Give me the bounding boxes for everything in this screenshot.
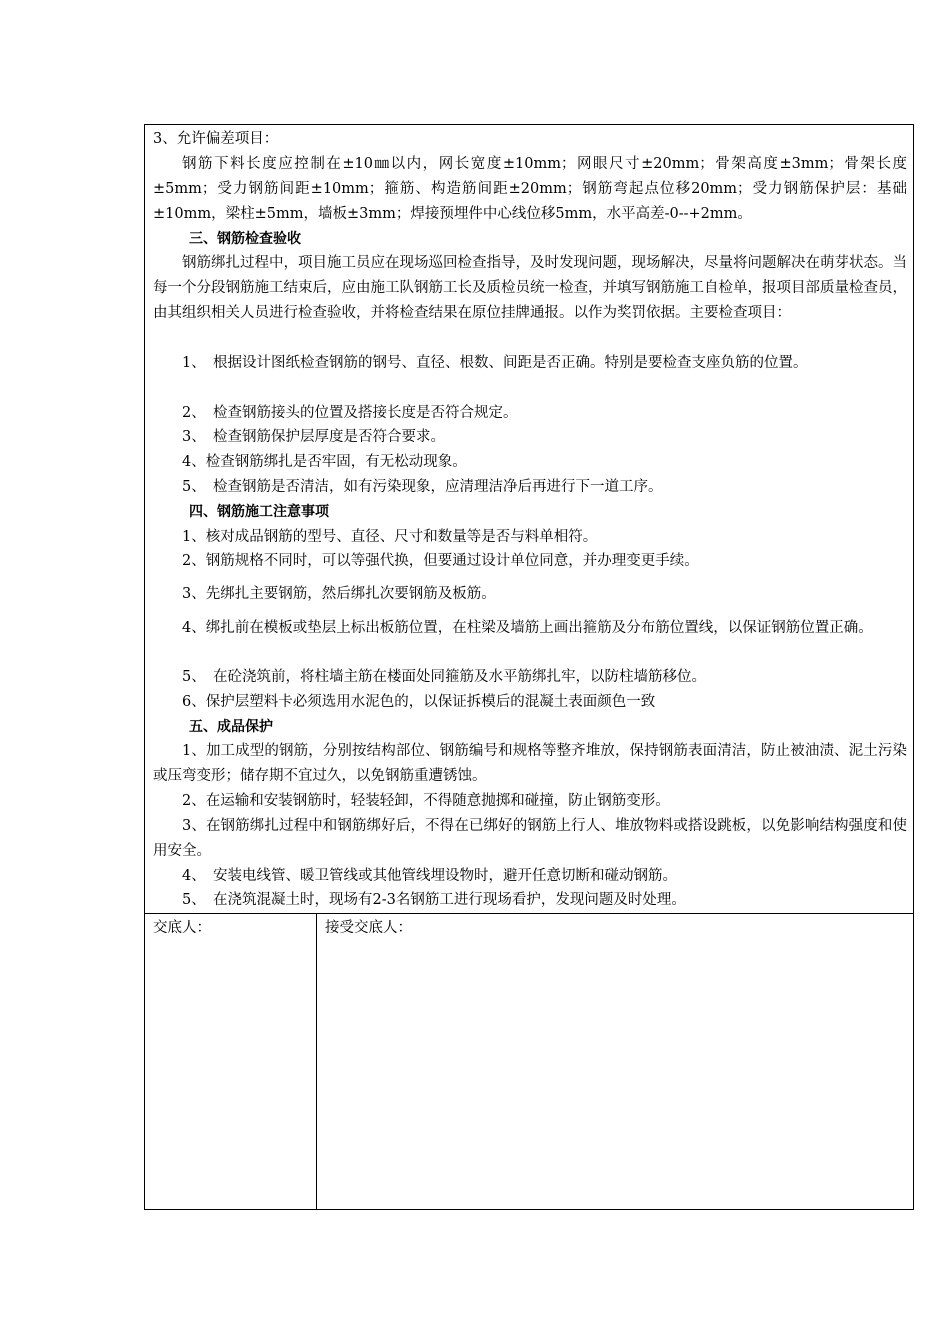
section4-item-4: 4、绑扎前在模板或垫层上标出板筋位置，在柱梁及墙筋上画出箍筋及分布筋位置线，以保证钢筋位置正确。 [182, 620, 873, 636]
disclosure-table [144, 124, 914, 1210]
section4-item-3: 3、先绑扎主要钢筋，然后绑扎次要钢筋及板筋。 [182, 586, 496, 602]
allowance-title: 3、允许偏差项目： [153, 131, 279, 147]
section3-item-2: 2、 检查钢筋接头的位置及搭接长度是否符合规定。 [182, 405, 518, 421]
technical-content-cell [145, 125, 913, 914]
giver-signature-cell[interactable] [145, 914, 317, 1210]
section3-heading: 三、钢筋检查验收 [189, 231, 301, 247]
section3-item-1: 1、 根据设计图纸检查钢筋的钢号、直径、根数、间距是否正确。特别是要检查支座负筋的位置。 [182, 355, 808, 371]
section4-item-5: 5、 在砼浇筑前，将柱墙主筋在楼面处同箍筋及水平筋绑扎牢，以防柱墙筋移位。 [182, 669, 706, 685]
receiver-signature-cell[interactable] [317, 914, 913, 1210]
section5-item-4: 4、 安装电线管、暖卫管线或其他管线埋设物时，避开任意切断和碰动钢筋。 [182, 868, 677, 884]
section5-heading: 五、成品保护 [189, 719, 273, 735]
section4-item-2: 2、钢筋规格不同时，可以等强代换，但要通过设计单位同意，并办理变更手续。 [182, 553, 699, 569]
section3-intro: 钢筋绑扎过程中，项目施工员应在现场巡回检查指导，及时发现问题，现场解决，尽量将问题解决在萌芽状态。当每一个分段钢筋施工结束后，应由施工队钢筋工长及质检员统一检查，并填写钢筋施工自检单，报项目部质量检查员，由其组织相关人员进行检查验收，并将检查结果在原位挂牌通报。以作为奖罚依据。主要检查项目： [153, 255, 907, 321]
section3-item-3: 3、 检查钢筋保护层厚度是否符合要求。 [182, 429, 445, 445]
section4-item-1: 1、核对成品钢筋的型号、直径、尺寸和数量等是否与料单相符。 [182, 529, 598, 545]
receiver-label: 接受交底人： [325, 920, 412, 936]
section3-item-4: 4、检查钢筋绑扎是否牢固，有无松动现象。 [182, 454, 467, 470]
section3-item-5: 5、 检查钢筋是否清洁，如有污染现象，应清理洁净后再进行下一道工序。 [182, 479, 663, 495]
section4-heading: 四、钢筋施工注意事项 [189, 504, 329, 520]
section5-item-5: 5、 在浇筑混凝土时，现场有2-3名钢筋工进行现场看护，发现问题及时处理。 [182, 892, 686, 908]
allowance-body: 钢筋下料长度应控制在±10㎜以内，网长宽度±10mm；网眼尺寸±20mm；骨架高度±3mm；骨架长度±5mm；受力钢筋间距±10mm；箍筋、构造筋间距±20mm；钢筋弯起点位移20mm；受力钢筋保护层：基础±10mm，梁柱±5mm，墙板±3mm；焊接预埋件中心线位移5mm，水平高差-0--+2mm。 [153, 156, 907, 222]
section5-item-2: 2、在运输和安装钢筋时，轻装轻卸，不得随意抛掷和碰撞，防止钢筋变形。 [182, 793, 670, 809]
giver-label: 交底人： [153, 920, 211, 936]
section5-item-1: 1、加工成型的钢筋，分别按结构部位、钢筋编号和规格等整齐堆放，保持钢筋表面清洁，防止被油渍、泥土污染或压弯变形；储存期不宜过久，以免钢筋重遭锈蚀。 [153, 743, 907, 784]
section4-item-6: 6、保护层塑料卡必须选用水泥色的，以保证拆模后的混凝土表面颜色一致 [182, 694, 656, 710]
section5-item-3: 3、在钢筋绑扎过程中和钢筋绑好后，不得在已绑好的钢筋上行人、堆放物料或搭设跳板，以免影响结构强度和使用安全。 [153, 818, 907, 859]
